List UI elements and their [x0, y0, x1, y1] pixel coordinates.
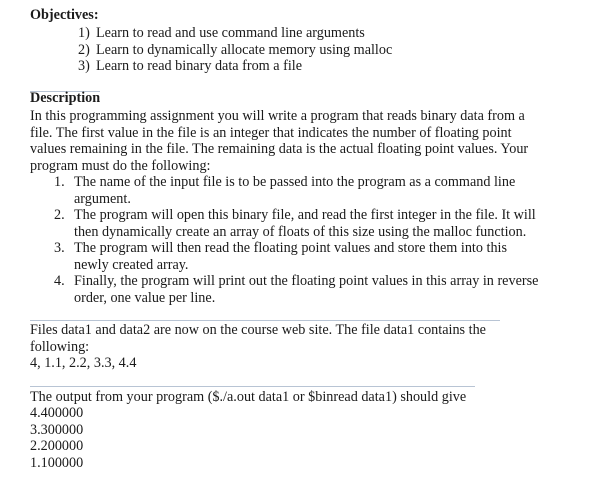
step-number: 3.: [54, 240, 65, 256]
objectives-heading: Objectives:: [30, 7, 99, 23]
step-text: newly created array.: [74, 256, 189, 273]
divider: [30, 320, 500, 321]
output-intro: The output from your program ($./a.out data1 or $binread data1) should give: [30, 389, 467, 405]
step-text: Finally, the program will print out the floating point values in this array in reverse: [74, 273, 539, 289]
step-text: argument.: [74, 190, 131, 207]
step-text: then dynamically create an array of floats of this size using the malloc function.: [74, 223, 527, 240]
objective-text: Learn to read and use command line arguments: [96, 25, 365, 41]
output-value: 2.200000: [30, 438, 84, 454]
step-text: order, one value per line.: [74, 289, 216, 306]
step-text: The program will then read the floating point values and store them into this: [74, 240, 508, 256]
output-value: 1.100000: [30, 454, 84, 471]
step-text: The name of the input file is to be passed into the program as a command line: [74, 174, 516, 190]
output-value: 3.300000: [30, 421, 84, 438]
description-line: In this programming assignment you will write a program that reads binary data from a: [30, 108, 525, 124]
objective-text: Learn to read binary data from a file: [96, 58, 303, 74]
objective-text: Learn to dynamically allocate memory using malloc: [96, 41, 393, 58]
step-number: 2.: [54, 207, 65, 223]
step-number: 4.: [54, 273, 65, 289]
description-line: program must do the following:: [30, 157, 211, 174]
objective-number: 2): [78, 41, 90, 58]
files-line: Files data1 and data2 are now on the course web site. The file data1 contains the: [30, 322, 486, 338]
divider: [30, 386, 475, 387]
description-heading: Description: [30, 90, 101, 106]
files-line: following:: [30, 338, 90, 355]
objective-number: 1): [78, 25, 90, 41]
files-line: 4, 1.1, 2.2, 3.3, 4.4: [30, 355, 137, 371]
step-number: 1.: [54, 174, 65, 190]
description-line: values remaining in the file. The remaining data is the actual floating point values. Your: [30, 141, 529, 157]
description-line: file. The first value in the file is an integer that indicates the number of floating point: [30, 124, 512, 141]
step-text: The program will open this binary file, and read the first integer in the file. It will: [74, 207, 536, 223]
output-value: 4.400000: [30, 405, 84, 421]
objective-number: 3): [78, 58, 90, 74]
